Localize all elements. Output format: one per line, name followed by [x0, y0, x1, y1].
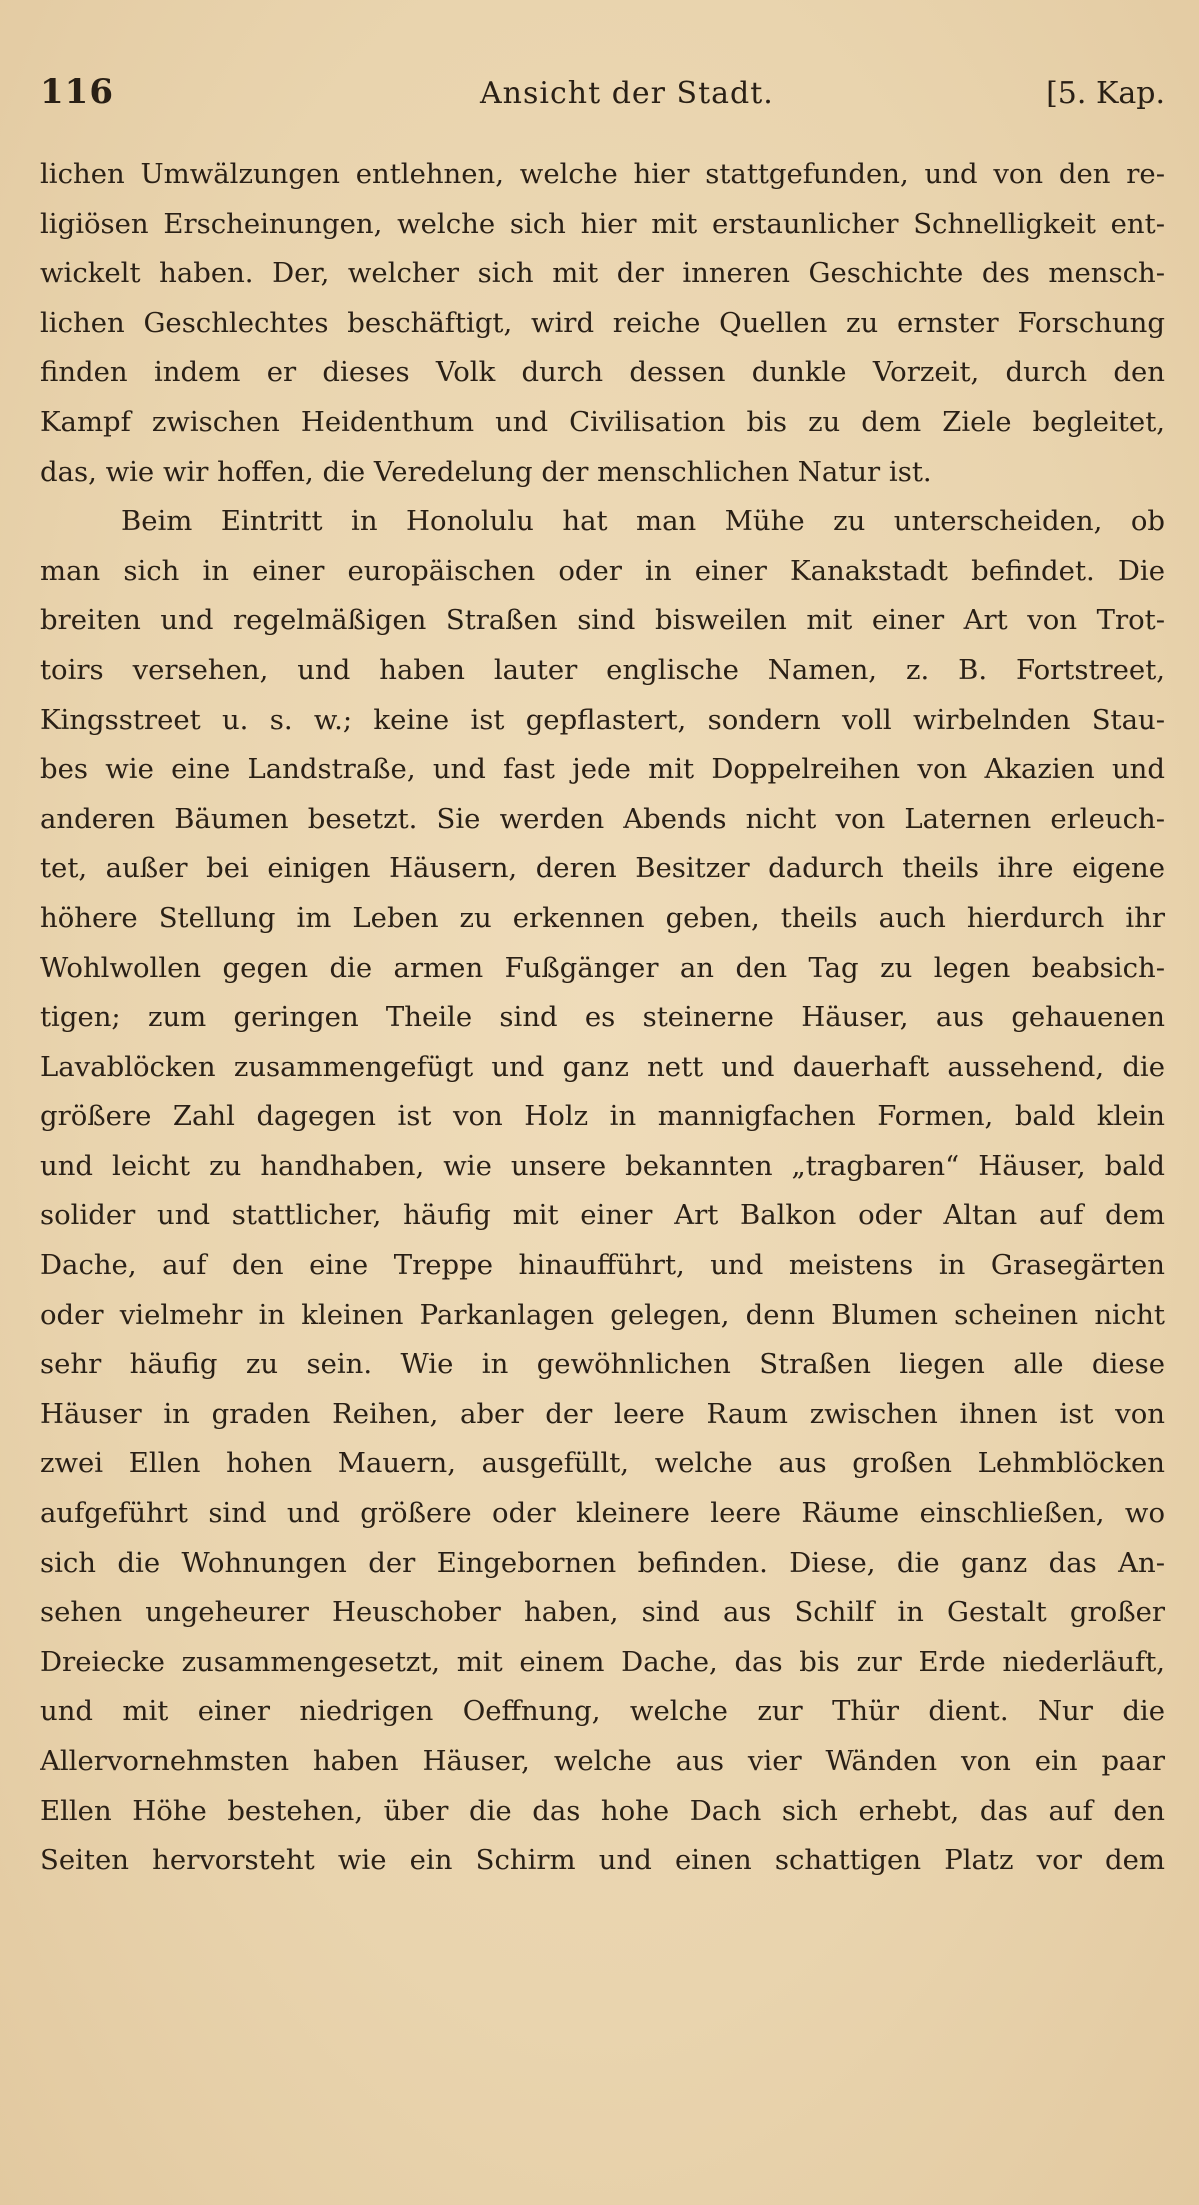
text-line: das, wie wir hoffen, die Veredelung der menschlichen Natur ist. [40, 455, 932, 488]
text-line: lichen Geschlechtes beschäftigt, wird reiche Quellen zu ernster Forschung [40, 306, 1165, 339]
text-line: höhere Stellung im Leben zu erkennen geben, theils auch hierdurch ihr [40, 901, 1165, 934]
running-title: Ansicht der Stadt. [480, 76, 774, 111]
text-line: und mit einer niedrigen Oeffnung, welche zur Thür dient. Nur die [40, 1695, 1165, 1728]
text-line: oder vielmehr in kleinen Parkanlagen gelegen, denn Blumen scheinen nicht [40, 1298, 1165, 1331]
text-line: Kingsstreet u. s. w.; keine ist gepflastert, sondern voll wirbelnden Stau- [40, 703, 1165, 736]
text-line: Seiten hervorsteht wie ein Schirm und einen schattigen Platz vor dem [40, 1844, 1165, 1877]
text-line: ligiösen Erscheinungen, welche sich hier mit erstaunlicher Schnelligkeit ent- [40, 207, 1165, 240]
body-text [40, 150, 1165, 1886]
text-line: aufgeführt sind und größere oder kleinere leere Räume einschließen, wo [40, 1497, 1165, 1530]
text-line: man sich in einer europäischen oder in einer Kanakstadt befindet. Die [40, 554, 1165, 587]
text-line: finden indem er dieses Volk durch dessen dunkle Vorzeit, durch den [40, 356, 1165, 389]
text-line: Lavablöcken zusammengefügt und ganz nett und dauerhaft aussehend, die [40, 1050, 1165, 1083]
text-line: Wohlwollen gegen die armen Fußgänger an den Tag zu legen beabsich- [40, 951, 1165, 984]
text-line: sehr häufig zu sein. Wie in gewöhnlichen Straßen liegen alle diese [40, 1348, 1165, 1381]
paragraph-start-line: Beim Eintritt in Honolulu hat man Mühe zu unterscheiden, ob [121, 505, 1165, 538]
text-line: und leicht zu handhaben, wie unsere bekannten „tragbaren“ Häuser, bald [40, 1149, 1165, 1182]
text-line: zwei Ellen hohen Mauern, ausgefüllt, welche aus großen Lehmblöcken [40, 1447, 1165, 1480]
text-line: lichen Umwälzungen entlehnen, welche hier stattgefunden, und von den re- [40, 158, 1165, 190]
chapter-marker: [5. Kap. [1046, 76, 1165, 111]
text-line: wickelt haben. Der, welcher sich mit der inneren Geschichte des mensch- [40, 257, 1165, 290]
text-line: bes wie eine Landstraße, und fast jede mit Doppelreihen von Akazien und [40, 753, 1165, 786]
page-number: 116 [40, 72, 114, 112]
text-line: tigen; zum geringen Theile sind es steinerne Häuser, aus gehauenen [40, 1001, 1165, 1034]
text-line: Häuser in graden Reihen, aber der leere Raum zwischen ihnen ist von [40, 1397, 1165, 1430]
text-line: Dreiecke zusammengesetzt, mit einem Dache, das bis zur Erde niederläuft, [40, 1645, 1165, 1678]
text-line: Ellen Höhe bestehen, über die das hohe Dach sich erhebt, das auf den [40, 1794, 1165, 1827]
text-line: Dache, auf den eine Treppe hinaufführt, und meistens in Grasegärten [40, 1249, 1165, 1282]
text-line: anderen Bäumen besetzt. Sie werden Abends nicht von Laternen erleuch- [40, 802, 1165, 835]
text-line: breiten und regelmäßigen Straßen sind bisweilen mit einer Art von Trot- [40, 604, 1165, 637]
text-line: tet, außer bei einigen Häusern, deren Besitzer dadurch theils ihre eigene [40, 852, 1165, 885]
page-header [40, 72, 1165, 116]
text-line: toirs versehen, und haben lauter englische Namen, z. B. Fortstreet, [40, 653, 1165, 686]
text-line: sich die Wohnungen der Eingebornen befinden. Diese, die ganz das An- [40, 1546, 1165, 1579]
text-line: Kampf zwischen Heidenthum und Civilisation bis zu dem Ziele begleitet, [40, 405, 1165, 438]
text-line: solider und stattlicher, häufig mit einer Art Balkon oder Altan auf dem [40, 1199, 1165, 1232]
text-line: Allervornehmsten haben Häuser, welche aus vier Wänden von ein paar [40, 1745, 1165, 1777]
text-line: größere Zahl dagegen ist von Holz in mannigfachen Formen, bald klein [40, 1100, 1165, 1133]
text-line: sehen ungeheurer Heuschober haben, sind aus Schilf in Gestalt großer [40, 1596, 1165, 1629]
